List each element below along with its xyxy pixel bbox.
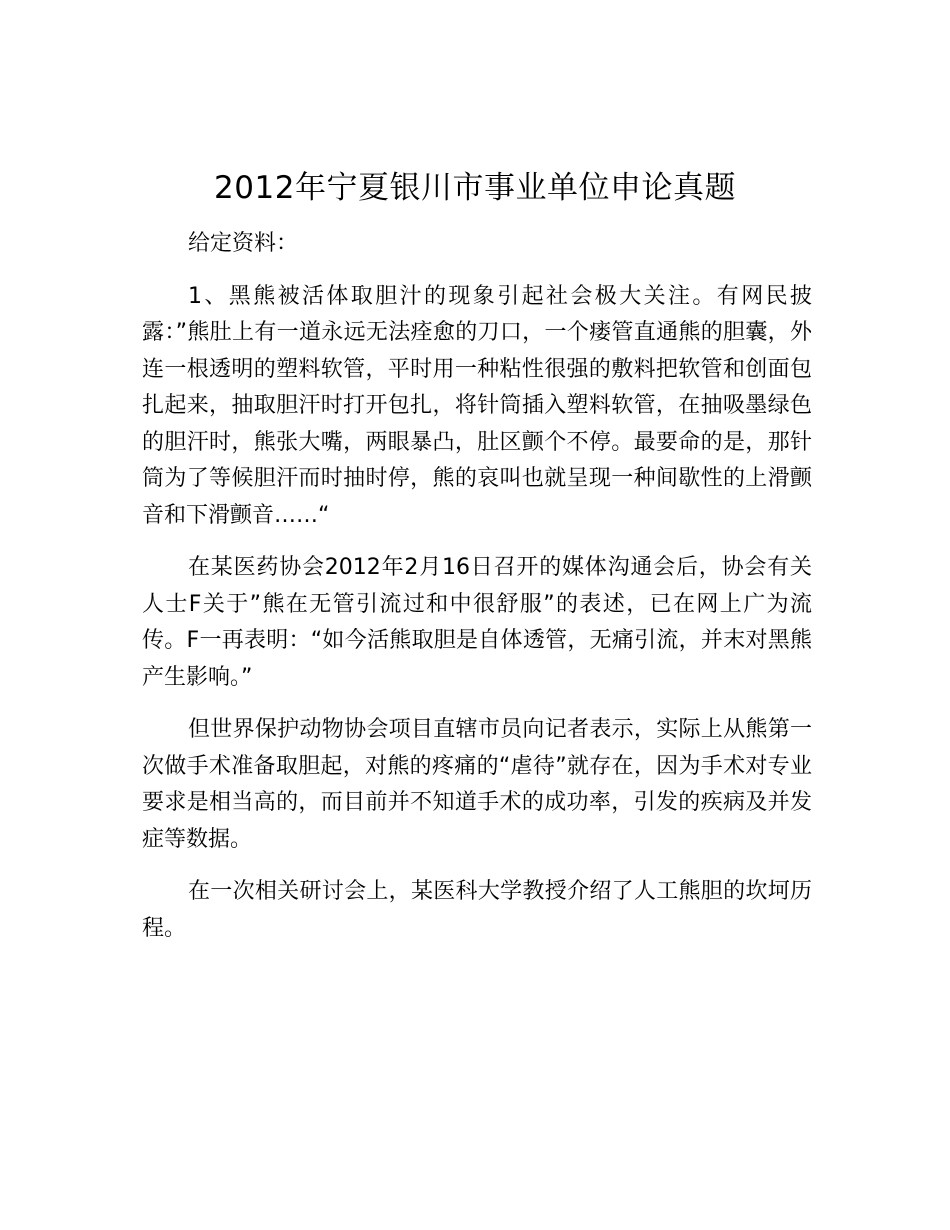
paragraph-1: 1、黑熊被活体取胆汁的现象引起社会极大关注。有网民披露：”熊肚上有一道永远无法痊愈的刀口，一个瘘管直通熊的胆囊，外连一根透明的塑料软管，平时用一种粘性很强的敷料把软管和创面包扎起来，抽取胆汗时打开包扎，将针筒插入塑料软管，在抽吸墨绿色的胆汗时，熊张大嘴，两眼暴凸，肚区颤个不停。最要命的是，那针筒为了等候胆汗而时抽时停，熊的哀叫也就呈现一种间歇性的上滑颤音和下滑颤音……“	[142, 283, 812, 528]
paragraph-3: 但世界保护动物协会项目直辖市员向记者表示，实际上从熊第一次做手术准备取胆起，对熊的疼痛的“虐待”就存在，因为手术对专业要求是相当高的，而目前并不知道手术的成功率，引发的疾病及并发症等数据。	[142, 717, 812, 852]
paragraph-4: 在一次相关研讨会上，某医科大学教授介绍了人工熊胆的坎坷历程。	[142, 879, 812, 941]
paragraph-2: 在某医药协会2012年2月16日召开的媒体沟通会后，协会有关人士F关于”熊在无管引流过和中很舒服”的表述，已在网上广为流传。F一再表明：“如今活熊取胆是自体透管，无痛引流，并末对黑熊产生影响。”	[142, 555, 812, 690]
section-label: 给定资料：	[188, 231, 299, 256]
document-title: 2012年宁夏银川市事业单位申论真题	[214, 170, 736, 206]
document-body	[142, 226, 812, 947]
